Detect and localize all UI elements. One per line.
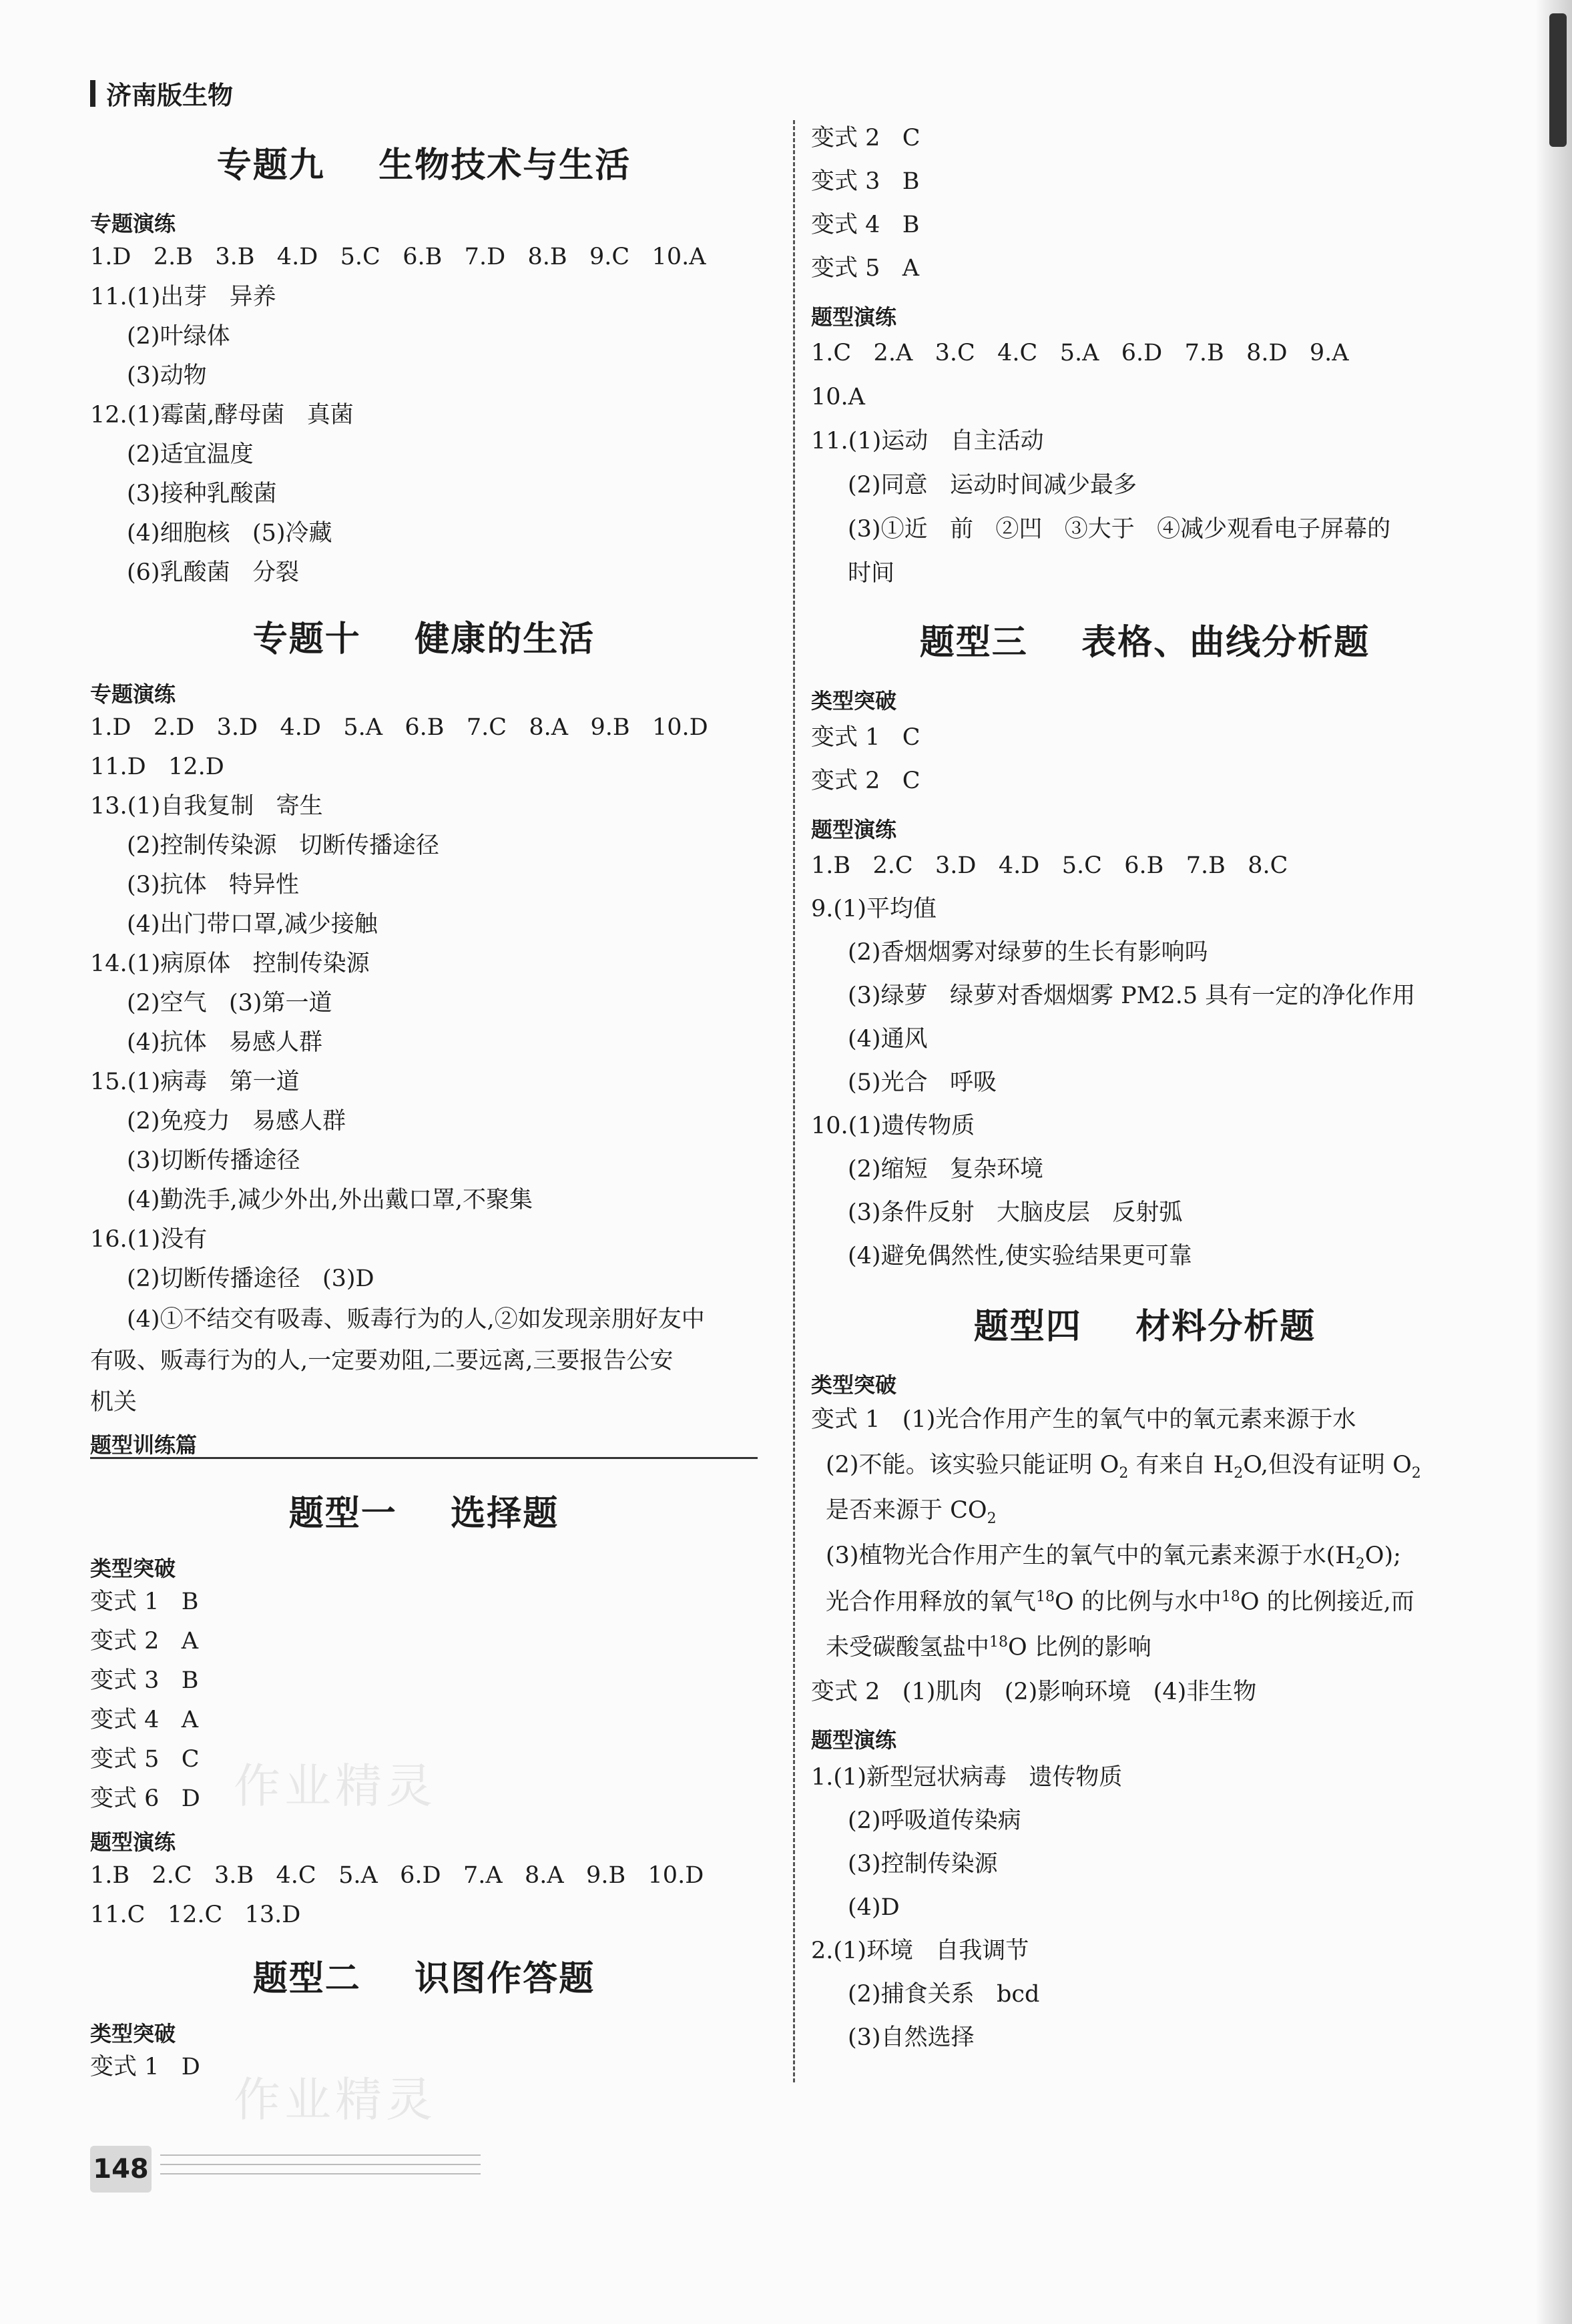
page-edge-binding xyxy=(1549,13,1567,147)
page-edge-shadow xyxy=(1535,0,1572,2324)
subheading: 题型演练 xyxy=(811,304,897,330)
subheading: 类型突破 xyxy=(90,1556,176,1581)
answer-line: 10.A xyxy=(811,384,865,410)
answer-line: 机关 xyxy=(90,1389,138,1416)
answer-line: 14.(1)病原体 控制传染源 xyxy=(90,950,370,977)
answer-line: 时间 xyxy=(848,560,895,587)
subheading: 类型突破 xyxy=(811,688,897,713)
answer-line: (4)通风 xyxy=(848,1026,928,1053)
answer-line: 9.(1)平均值 xyxy=(811,896,937,922)
answer-line: (2)叶绿体 xyxy=(127,323,230,350)
answer-line: 11.C 12.C 13.D xyxy=(90,1902,301,1928)
answer-line: 1.D 2.B 3.B 4.D 5.C 6.B 7.D 8.B 9.C 10.A xyxy=(90,244,706,270)
answer-line: (4)抗体 易感人群 xyxy=(127,1029,322,1056)
answer-line: (2)免疫力 易感人群 xyxy=(127,1108,346,1135)
subheading: 题型演练 xyxy=(90,1829,176,1855)
answer-line: (3)抗体 特异性 xyxy=(127,872,299,898)
answer-line: 变式 1 (1)光合作用产生的氧气中的氧元素来源于水 xyxy=(811,1406,1356,1433)
answer-line: 16.(1)没有 xyxy=(90,1226,208,1253)
section-rule xyxy=(90,1457,758,1459)
answer-line: (3)绿萝 绿萝对香烟烟雾 PM2.5 具有一定的净化作用 xyxy=(848,982,1416,1009)
answer-line: 光合作用释放的氧气$^{18}$O 的比例与水中$^{18}$O 的比例接近,而 xyxy=(826,1588,1414,1616)
subheading: 题型演练 xyxy=(811,817,897,842)
subheading: 题型演练 xyxy=(811,1727,897,1753)
answer-line: (4)细胞核 (5)冷藏 xyxy=(127,520,332,547)
subheading: 类型突破 xyxy=(90,2021,176,2046)
answer-line: (3)动物 xyxy=(127,362,207,389)
answer-line: 11.(1)出芽 异养 xyxy=(90,284,276,310)
answer-line: 1.C 2.A 3.C 4.C 5.A 6.D 7.B 8.D 9.A xyxy=(811,340,1349,366)
answer-line: 是否来源于 $CO_2$ xyxy=(826,1497,997,1527)
answer-line: (2)不能。该实验只能证明 $O_2$ 有来自 $H_2O$,但没有证明 $O_2$ xyxy=(826,1452,1421,1482)
header-title: 济南版生物 xyxy=(106,81,234,110)
answer-line: 变式 2 (1)肌肉 (2)影响环境 (4)非生物 xyxy=(811,1679,1257,1705)
answer-line: (3)植物光合作用产生的氧气中的氧元素来源于水$(H_2O)$; xyxy=(826,1542,1401,1572)
variant-line: 变式 3 B xyxy=(90,1667,199,1694)
answer-line: 12.(1)霉菌,酵母菌 真菌 xyxy=(90,402,354,428)
answer-line: (2)同意 运动时间减少最多 xyxy=(848,472,1137,499)
answer-line: 15.(1)病毒 第一道 xyxy=(90,1069,300,1095)
answer-line: (3)自然选择 xyxy=(848,2024,975,2051)
answer-line: (2)空气 (3)第一道 xyxy=(127,990,332,1016)
answer-line: 未受碳酸氢盐中$^{18}$O 比例的影响 xyxy=(826,1634,1151,1661)
variant-line: 变式 6 D xyxy=(90,1785,200,1812)
answer-line: (2)呼吸道传染病 xyxy=(848,1807,1021,1834)
variant-line: 变式 2 C xyxy=(811,125,921,152)
part-label: 题型训练篇 xyxy=(90,1432,198,1458)
variant-line: 变式 5 A xyxy=(811,255,920,282)
type-title-4: 题型四 材料分析题 xyxy=(973,1307,1316,1347)
answer-line: (2)香烟烟雾对绿萝的生长有影响吗 xyxy=(848,939,1208,966)
variant-line: 变式 1 D xyxy=(90,2054,200,2080)
answer-line: 1.B 2.C 3.B 4.C 5.A 6.D 7.A 8.A 9.B 10.D xyxy=(90,1862,704,1889)
variant-line: 变式 4 A xyxy=(90,1707,199,1733)
answer-line: (6)乳酸菌 分裂 xyxy=(127,559,299,586)
variant-line: 变式 5 C xyxy=(90,1746,200,1773)
answer-line: (4)出门带口罩,减少接触 xyxy=(127,911,378,938)
answer-line: (4)D xyxy=(848,1894,900,1921)
answer-line: (3)控制传染源 xyxy=(848,1851,998,1877)
variant-line: 变式 1 C xyxy=(811,724,921,751)
answer-line: 1.(1)新型冠状病毒 遗传物质 xyxy=(811,1764,1123,1791)
variant-line: 变式 3 B xyxy=(811,168,920,195)
answer-line: (4)勤洗手,减少外出,外出戴口罩,不聚集 xyxy=(127,1187,533,1213)
watermark: 作业精灵 xyxy=(234,2072,437,2127)
answer-line: (2)控制传染源 切断传播途径 xyxy=(127,832,439,859)
variant-line: 变式 4 B xyxy=(811,212,920,238)
answer-line: 2.(1)环境 自我调节 xyxy=(811,1938,1029,1964)
answer-line: (2)适宜温度 xyxy=(127,441,254,468)
answer-line: (3)①近 前 ②凹 ③大于 ④减少观看电子屏幕的 xyxy=(848,516,1391,543)
answer-line: (3)条件反射 大脑皮层 反射弧 xyxy=(848,1199,1183,1226)
answer-line: 10.(1)遗传物质 xyxy=(811,1113,975,1139)
subheading: 类型突破 xyxy=(811,1372,897,1398)
answer-line: (3)切断传播途径 xyxy=(127,1147,300,1174)
type-title-2: 题型二 识图作答题 xyxy=(252,1959,595,1999)
answer-line: (3)接种乳酸菌 xyxy=(127,481,277,507)
type-title-1: 题型一 选择题 xyxy=(288,1494,559,1534)
answer-line: 1.D 2.D 3.D 4.D 5.A 6.B 7.C 8.A 9.B 10.D xyxy=(90,714,708,741)
answer-line: (2)切断传播途径 (3)D xyxy=(127,1265,374,1292)
variant-line: 变式 2 A xyxy=(90,1628,199,1655)
answer-line: 有吸、贩毒行为的人,一定要劝阻,二要远离,三要报告公安 xyxy=(90,1348,674,1374)
answer-line: (4)避免偶然性,使实验结果更可靠 xyxy=(848,1243,1192,1269)
section-title-10: 专题十 健康的生活 xyxy=(252,619,595,659)
answer-line: 1.B 2.C 3.D 4.D 5.C 6.B 7.B 8.C xyxy=(811,852,1288,879)
watermark: 作业精灵 xyxy=(234,1759,437,1813)
variant-line: 变式 1 B xyxy=(90,1588,199,1615)
page-footer-lines xyxy=(160,2154,481,2183)
answer-line: 13.(1)自我复制 寄生 xyxy=(90,793,323,820)
subheading: 专题演练 xyxy=(90,211,176,236)
answer-line: (4)①不结交有吸毒、贩毒行为的人,②如发现亲朋好友中 xyxy=(127,1306,705,1333)
page-number: 148 xyxy=(90,2146,152,2193)
header-bar xyxy=(90,80,95,107)
section-title-9: 专题九 生物技术与生活 xyxy=(216,146,631,186)
type-title-3: 题型三 表格、曲线分析题 xyxy=(919,623,1370,663)
answer-line: (5)光合 呼吸 xyxy=(848,1069,997,1096)
variant-line: 变式 2 C xyxy=(811,768,921,794)
answer-line: 11.D 12.D xyxy=(90,754,224,780)
book-header xyxy=(90,75,233,111)
answer-line: (2)捕食关系 bcd xyxy=(848,1981,1040,2008)
subheading: 专题演练 xyxy=(90,681,176,707)
answer-line: 11.(1)运动 自主活动 xyxy=(811,428,1044,455)
answer-line: (2)缩短 复杂环境 xyxy=(848,1156,1043,1183)
column-divider xyxy=(793,120,795,2082)
